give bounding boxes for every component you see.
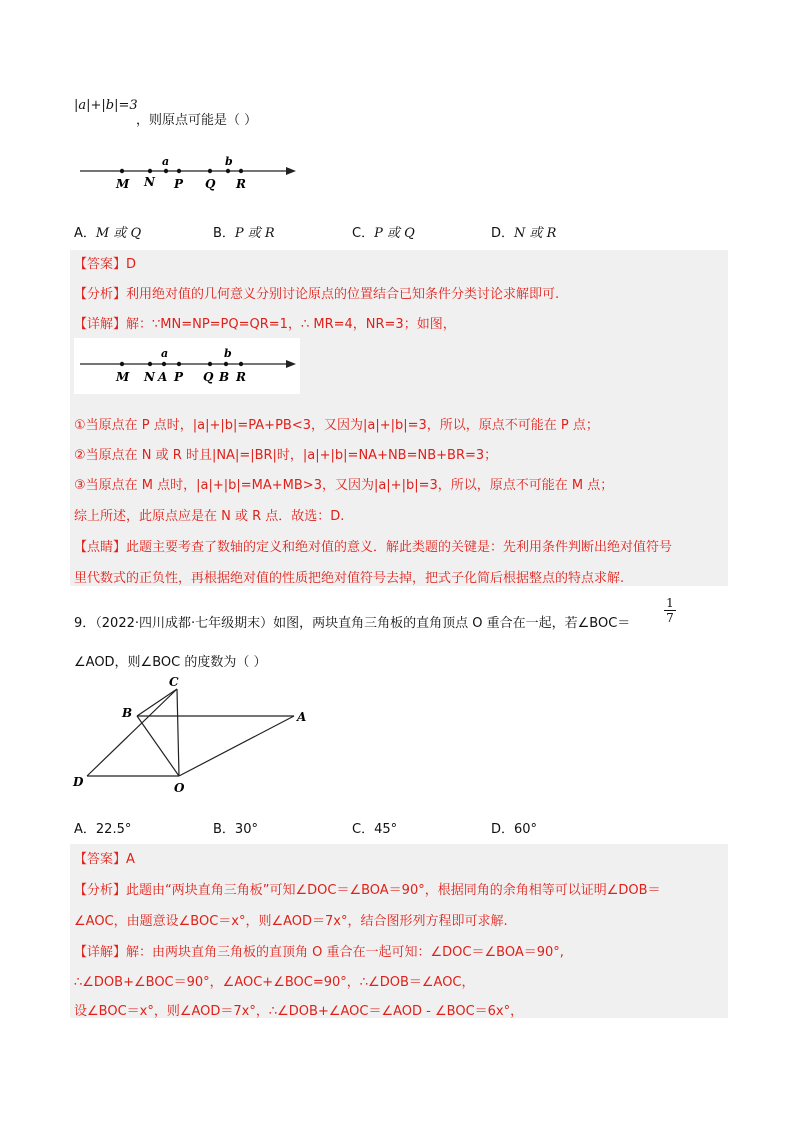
label-N: N bbox=[144, 175, 155, 189]
fig2-mark-b: b bbox=[224, 347, 232, 360]
q8-option-d[interactable]: D．N 或 R bbox=[491, 226, 557, 241]
q8-case-1: ①当原点在 P 点时，|a|+|b|=PA+PB<3，又因为|a|+|b|=3，所以，原点不可能在 P 点； bbox=[74, 418, 599, 433]
fig2-label-A: A bbox=[158, 370, 168, 384]
fig-label-C: C bbox=[169, 675, 179, 689]
fig-label-D: D bbox=[73, 775, 84, 789]
fig2-label-R: R bbox=[236, 370, 246, 384]
q9-option-c[interactable]: C．45° bbox=[352, 822, 398, 837]
fig2-label-M: M bbox=[116, 370, 130, 384]
mark-a: a bbox=[162, 155, 170, 168]
label-M: M bbox=[116, 177, 130, 191]
q9-fraction bbox=[664, 596, 676, 625]
q9-answer: 【答案】A bbox=[74, 852, 135, 867]
q8-case-3: ③当原点在 M 点时，|a|+|b|=MA+MB>3，又因为|a|+|b|=3，所以，原点不可能在 M 点； bbox=[74, 478, 614, 493]
q8-analysis: 【分析】利用绝对值的几何意义分别讨论原点的位置结合已知条件分类讨论求解即可. bbox=[74, 287, 560, 302]
q8-answer: 【答案】D bbox=[74, 257, 137, 272]
q9-frac-num: 1 bbox=[666, 596, 674, 610]
label-R: R bbox=[236, 177, 246, 191]
q9-solution-panel bbox=[70, 844, 728, 1018]
q9-detail-2: ∴∠DOB+∠BOC＝90°，∠AOC+∠BOC=90°，∴∠DOB＝∠AOC， bbox=[74, 975, 475, 990]
fig-label-B: B bbox=[122, 706, 133, 720]
q8-figure2 bbox=[78, 344, 300, 388]
label-Q: Q bbox=[205, 177, 216, 191]
q9-analysis-1: 【分析】此题由“两块直角三角板”可知∠DOC＝∠BOA＝90°，根据同角的余角相等可以证明∠DOB＝ bbox=[74, 883, 661, 898]
q9-stem-1: 9．（2022·四川成都·七年级期末）如图，两块直角三角板的直角顶点 O 重合在一起，若∠BOC＝ bbox=[74, 616, 631, 631]
q9-analysis-2: ∠AOC，由题意设∠BOC＝x°，则∠AOD＝7x°，结合图形列方程即可求解. bbox=[74, 914, 508, 929]
q8-comment-2: 里代数式的正负性，再根据绝对值的性质把绝对值符号去掉，把式子化简后根据整点的特点求解. bbox=[74, 571, 625, 586]
fig2-mark-a: a bbox=[161, 347, 169, 360]
fig2-label-B: B bbox=[219, 370, 230, 384]
q8-case-2: ②当原点在 N 或 R 时且|NA|=|BR|时，|a|+|b|=NA+NB=NB+BR=3； bbox=[74, 448, 498, 463]
q9-option-d[interactable]: D．60° bbox=[491, 822, 538, 837]
q9-option-b[interactable]: B．30° bbox=[213, 822, 258, 837]
q8-comment-1: 【点睛】此题主要考查了数轴的定义和绝对值的意义．解此类题的关键是：先利用条件判断出绝对值符号 bbox=[74, 540, 673, 555]
q8-option-a[interactable]: A．M 或 Q bbox=[74, 226, 142, 241]
q8-option-b[interactable]: B．P 或 R bbox=[213, 226, 275, 241]
q8-detail-1: 【详解】解：∵MN=NP=PQ=QR=1，∴ MR=4，NR=3；如图， bbox=[74, 317, 456, 332]
q9-detail-3: 设∠BOC＝x°，则∠AOD＝7x°，∴∠DOB+∠AOC＝∠AOD - ∠BOC＝6x°， bbox=[74, 1004, 524, 1019]
q8-numberline-figure bbox=[78, 153, 300, 193]
q9-stem-2: ∠AOD，则∠BOC 的度数为（ ） bbox=[74, 655, 267, 670]
fig-label-O: O bbox=[174, 781, 185, 795]
fig2-label-P: P bbox=[174, 370, 184, 384]
mark-b: b bbox=[225, 155, 233, 168]
q8-summary: 综上所述，此原点应是在 N 或 R 点．故选：D. bbox=[74, 509, 345, 524]
q8-stem-text: ，则原点可能是（ ） bbox=[136, 113, 258, 128]
fig-label-A: A bbox=[297, 710, 307, 724]
q9-detail-1: 【详解】解：由两块直角三角板的直顶角 O 重合在一起可知：∠DOC＝∠BOA＝90°, bbox=[74, 945, 564, 960]
label-P: P bbox=[174, 177, 184, 191]
fig2-label-N: N bbox=[144, 370, 155, 384]
q9-frac-den: 7 bbox=[664, 610, 676, 625]
q9-triangle-figure bbox=[70, 672, 320, 798]
fig2-label-Q: Q bbox=[203, 370, 214, 384]
q9-option-a[interactable]: A．22.5° bbox=[74, 822, 132, 837]
q8-stem-math: |a|+|b|=3 bbox=[74, 98, 138, 113]
q8-option-c[interactable]: C．P 或 Q bbox=[352, 226, 415, 241]
